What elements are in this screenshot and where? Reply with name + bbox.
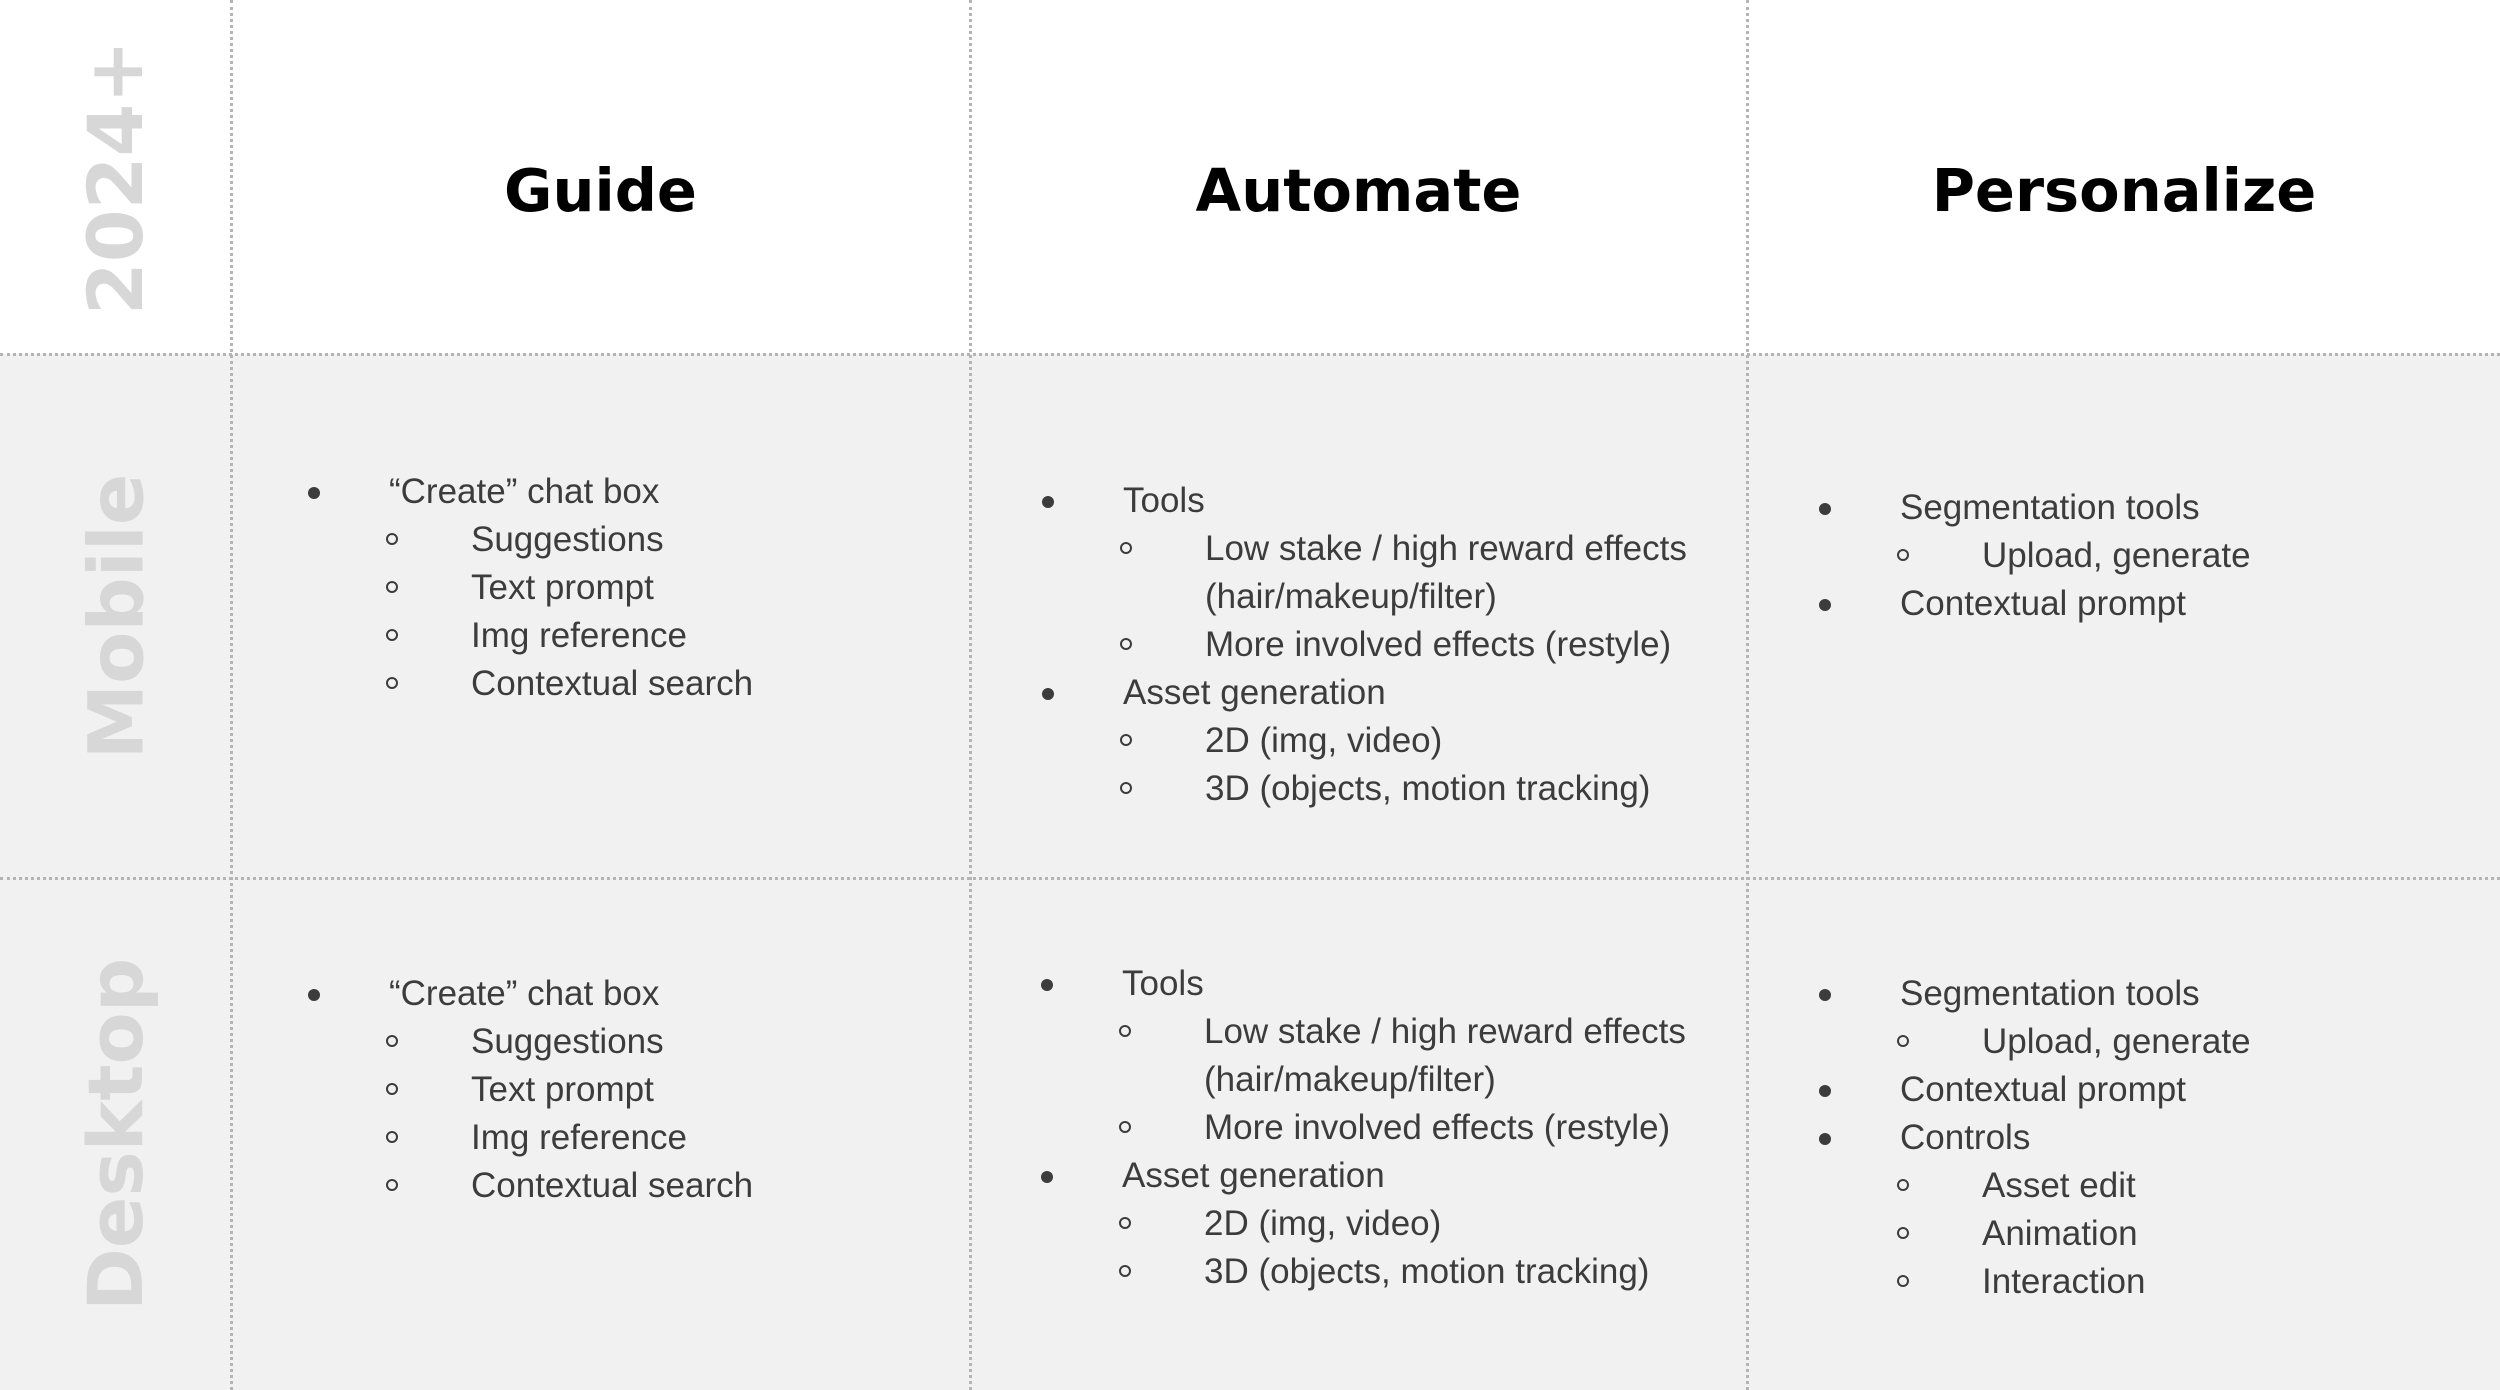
sub-bullet-item bbox=[1900, 1210, 2478, 1258]
sub-bullet-text: Contextual search bbox=[471, 1166, 754, 1205]
sub-bullet-text: Img reference bbox=[471, 1118, 687, 1157]
bullet-text: Tools bbox=[1123, 481, 1205, 520]
bullet-list bbox=[307, 970, 947, 1210]
sub-bullet-text: Upload, generate bbox=[1982, 536, 2251, 575]
cell-desktop-automate bbox=[1040, 960, 1740, 1296]
sub-bullet-list bbox=[1123, 717, 1741, 813]
bullet-text: Contextual prompt bbox=[1900, 1070, 2186, 1109]
bullet-item bbox=[1040, 1152, 1740, 1296]
sub-bullet-item bbox=[389, 1162, 947, 1210]
bullet-list bbox=[1041, 477, 1741, 813]
sub-bullet-item bbox=[1122, 1104, 1740, 1152]
sub-bullet-item bbox=[389, 660, 947, 708]
sub-bullet-item bbox=[389, 516, 947, 564]
sub-bullet-item bbox=[389, 564, 947, 612]
sub-bullet-text: Contextual search bbox=[471, 664, 754, 703]
sub-bullet-list bbox=[1900, 1162, 2478, 1306]
cell-mobile-personalize bbox=[1818, 484, 2478, 628]
sub-bullet-text: More involved effects (restyle) bbox=[1205, 625, 1672, 664]
bullet-text: Segmentation tools bbox=[1900, 974, 2200, 1013]
sub-bullet-text: 3D (objects, motion tracking) bbox=[1205, 769, 1651, 808]
sub-bullet-item bbox=[389, 1066, 947, 1114]
sub-bullet-list bbox=[389, 1018, 947, 1210]
bullet-item bbox=[1818, 1066, 2478, 1114]
sub-bullet-text: Upload, generate bbox=[1982, 1022, 2251, 1061]
column-header-guide: Guide bbox=[504, 155, 697, 225]
sub-bullet-list bbox=[1122, 1200, 1740, 1296]
sub-bullet-item bbox=[1123, 765, 1741, 813]
sub-bullet-text: Asset edit bbox=[1982, 1166, 2136, 1205]
bullet-item bbox=[1818, 1114, 2478, 1306]
sub-bullet-item bbox=[389, 1018, 947, 1066]
sub-bullet-text: Interaction bbox=[1982, 1262, 2146, 1301]
bullet-item bbox=[307, 970, 947, 1210]
sub-bullet-list bbox=[1122, 1008, 1740, 1152]
sub-bullet-item bbox=[1900, 1258, 2478, 1306]
sub-bullet-text: 2D (img, video) bbox=[1204, 1204, 1442, 1243]
sub-bullet-list bbox=[389, 516, 947, 708]
bullet-list bbox=[1818, 484, 2478, 628]
bullet-item bbox=[1041, 477, 1741, 669]
sub-bullet-text: More involved effects (restyle) bbox=[1204, 1108, 1671, 1147]
cell-desktop-guide bbox=[307, 970, 947, 1210]
sub-bullet-text: Suggestions bbox=[471, 520, 664, 559]
divider-header bbox=[0, 353, 2500, 356]
bullet-text: “Create” chat box bbox=[389, 472, 660, 511]
sub-bullet-item bbox=[389, 612, 947, 660]
row-label-year: 2024+ bbox=[71, 39, 161, 315]
sub-bullet-text: Text prompt bbox=[471, 568, 654, 607]
bullet-text: Asset generation bbox=[1122, 1156, 1385, 1195]
sub-bullet-list bbox=[1900, 532, 2478, 580]
sub-bullet-text: Low stake / high reward effects (hair/makeup/filter) bbox=[1205, 529, 1687, 616]
sub-bullet-text: Animation bbox=[1982, 1214, 2138, 1253]
cell-mobile-automate bbox=[1041, 477, 1741, 813]
row-label-desktop: Desktop bbox=[71, 957, 161, 1311]
sub-bullet-text: 3D (objects, motion tracking) bbox=[1204, 1252, 1650, 1291]
sub-bullet-text: 2D (img, video) bbox=[1205, 721, 1443, 760]
sub-bullet-item bbox=[1123, 717, 1741, 765]
bullet-text: Tools bbox=[1122, 964, 1204, 1003]
column-header-automate: Automate bbox=[1195, 155, 1522, 225]
bullet-item bbox=[1818, 580, 2478, 628]
sub-bullet-list bbox=[1900, 1018, 2478, 1066]
sub-bullet-item bbox=[1122, 1248, 1740, 1296]
sub-bullet-item bbox=[1900, 1018, 2478, 1066]
bullet-item bbox=[1818, 484, 2478, 580]
sub-bullet-text: Img reference bbox=[471, 616, 687, 655]
sub-bullet-item bbox=[1900, 1162, 2478, 1210]
sub-bullet-text: Low stake / high reward effects (hair/makeup/filter) bbox=[1204, 1012, 1686, 1099]
sub-bullet-item bbox=[1122, 1200, 1740, 1248]
cell-mobile-guide bbox=[307, 468, 947, 708]
bullet-item bbox=[1040, 960, 1740, 1152]
sub-bullet-list bbox=[1123, 525, 1741, 669]
bullet-text: Contextual prompt bbox=[1900, 584, 2186, 623]
bullet-text: Segmentation tools bbox=[1900, 488, 2200, 527]
cell-desktop-personalize bbox=[1818, 970, 2478, 1306]
bullet-text: “Create” chat box bbox=[389, 974, 660, 1013]
divider-mobile bbox=[0, 877, 2500, 880]
row-label-mobile: Mobile bbox=[71, 473, 161, 759]
sub-bullet-text: Suggestions bbox=[471, 1022, 664, 1061]
bullet-text: Asset generation bbox=[1123, 673, 1386, 712]
sub-bullet-item bbox=[1123, 525, 1741, 621]
sub-bullet-item bbox=[1123, 621, 1741, 669]
bullet-list bbox=[1040, 960, 1740, 1296]
bullet-item bbox=[1818, 970, 2478, 1066]
bullet-text: Controls bbox=[1900, 1118, 2031, 1157]
sub-bullet-item bbox=[1900, 532, 2478, 580]
sub-bullet-item bbox=[389, 1114, 947, 1162]
sub-bullet-text: Text prompt bbox=[471, 1070, 654, 1109]
bullet-item bbox=[307, 468, 947, 708]
column-header-personalize: Personalize bbox=[1931, 155, 2317, 225]
sub-bullet-item bbox=[1122, 1008, 1740, 1104]
bullet-list bbox=[307, 468, 947, 708]
bullet-item bbox=[1041, 669, 1741, 813]
bullet-list bbox=[1818, 970, 2478, 1306]
